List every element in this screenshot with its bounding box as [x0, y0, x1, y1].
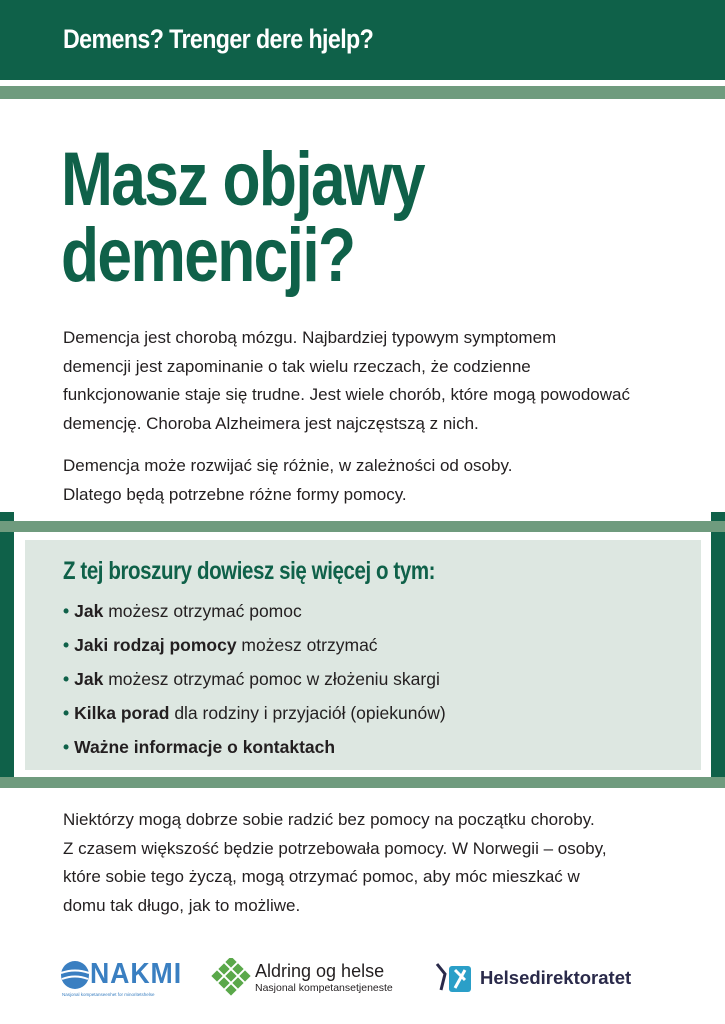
- intro-line: Demencja może rozwijać się różnie, w zależności od osoby.: [63, 456, 513, 475]
- intro-paragraph-1: [63, 324, 683, 438]
- info-box-title: Z tej broszury dowiesz się więcej o tym:: [63, 557, 436, 585]
- aldring-subtitle: Nasjonal kompetansetjeneste: [255, 982, 393, 994]
- diamond-cluster-icon: [210, 958, 252, 996]
- headline-line-2: demencji?: [61, 213, 355, 298]
- list-item-bold: Ważne informacje o kontaktach: [74, 737, 336, 757]
- page-headline: [61, 137, 424, 298]
- helsedirektoratet-name: Helsedirektoratet: [480, 967, 632, 988]
- intro-line: funkcjonowanie staje się trudne. Jest wiele chorób, które mogą powodować: [63, 385, 630, 404]
- bullet-icon: •: [63, 635, 70, 655]
- list-item-text: możesz otrzymać pomoc: [103, 601, 302, 621]
- list-item-bold: Jaki rodzaj pomocy: [74, 635, 237, 655]
- list-item: [63, 594, 446, 628]
- info-box-right-edge: [711, 512, 725, 788]
- info-box-list: [63, 594, 446, 764]
- list-item: [63, 730, 446, 764]
- list-item-text: dla rodziny i przyjaciół (opiekunów): [169, 703, 446, 723]
- bullet-icon: •: [63, 703, 70, 723]
- list-item: [63, 628, 446, 662]
- closing-line: Z czasem większość będzie potrzebowała pomocy. W Norwegii – osoby,: [63, 838, 607, 858]
- aldring-title: Aldring og helse: [255, 961, 385, 981]
- intro-paragraph-2: [63, 452, 683, 509]
- list-item-bold: Jak: [74, 601, 104, 621]
- closing-paragraph: [63, 806, 683, 920]
- bullet-icon: •: [63, 669, 70, 689]
- header-title: Demens? Trenger dere hjelp?: [63, 24, 374, 54]
- nakmi-subtitle: Nasjonal kompetanseenhet for minoritetshelse: [62, 992, 155, 997]
- list-item: [63, 662, 446, 696]
- intro-line: demencję. Choroba Alzheimera jest najczęstszą z nich.: [63, 413, 479, 433]
- info-box-top-stripe: [0, 521, 725, 532]
- info-box: [25, 540, 701, 770]
- list-item: [63, 696, 446, 730]
- helsedirektoratet-emblem-icon: [435, 960, 473, 994]
- closing-line: domu tak długo, jak to możliwe.: [63, 895, 301, 915]
- nakmi-name: NAKMI: [90, 958, 183, 990]
- intro-line: demencji jest zapominanie o tak wielu rzeczach, że codzienne: [63, 356, 531, 376]
- info-box-left-edge: [0, 512, 14, 788]
- info-box-bottom-stripe: [0, 777, 725, 788]
- intro-line: Dlatego będą potrzebne różne formy pomocy.: [63, 484, 407, 504]
- list-item-bold: Jak: [74, 669, 104, 689]
- closing-line: które sobie tego życzą, mogą otrzymać pomoc, aby móc mieszkać w: [63, 867, 580, 886]
- list-item-bold: Kilka porad: [74, 703, 170, 723]
- closing-line: Niektórzy mogą dobrze sobie radzić bez pomocy na początku choroby.: [63, 810, 595, 829]
- header-bar: [0, 0, 725, 80]
- header-stripe: [0, 86, 725, 99]
- nakmi-logo: [60, 958, 183, 1000]
- nakmi-globe-icon: [60, 958, 90, 992]
- list-item-text: możesz otrzymać pomoc w złożeniu skargi: [103, 669, 440, 689]
- list-item-text: możesz otrzymać: [236, 635, 378, 655]
- bullet-icon: •: [63, 601, 70, 621]
- headline-line-1: Masz objawy: [61, 137, 424, 222]
- intro-line: Demencja jest chorobą mózgu. Najbardziej typowym symptomem: [63, 328, 557, 347]
- bullet-icon: •: [63, 737, 70, 757]
